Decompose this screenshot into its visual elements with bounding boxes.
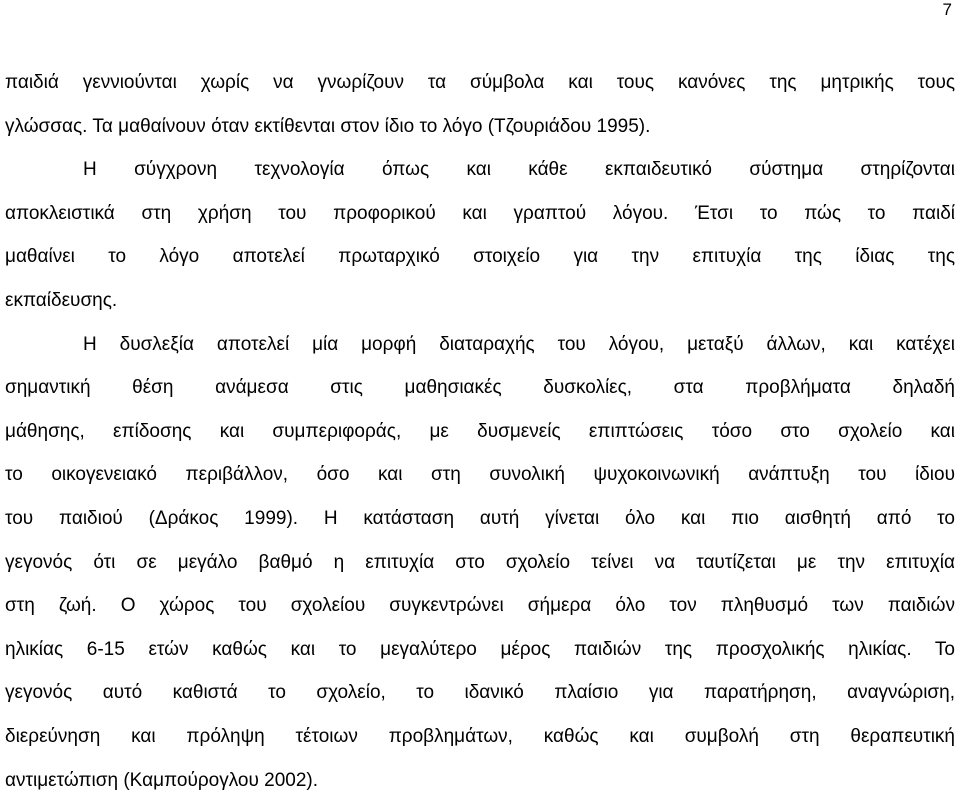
text-line: ηλικίας 6-15 ετών καθώς και το μεγαλύτερο μέρος παιδιών της προσχολικής ηλικίας. Το bbox=[5, 628, 955, 672]
text-line: του παιδιού (Δράκος 1999). Η κατάσταση αυτή γίνεται όλο και πιο αισθητή από το bbox=[5, 497, 955, 541]
text-line: παιδιά γεννιούνται χωρίς να γνωρίζουν τα σύμβολα και τους κανόνες της μητρικής τους bbox=[5, 61, 955, 105]
text-line: στη ζωή. Ο χώρος του σχολείου συγκεντρώνει σήμερα όλο τον πληθυσμό των παιδιών bbox=[5, 584, 955, 628]
text-line: σημαντική θέση ανάμεσα στις μαθησιακές δυσκολίες, στα προβλήματα δηλαδή bbox=[5, 366, 955, 410]
text-line: αποκλειστικά στη χρήση του προφορικού και γραπτού λόγου. Έτσι το πώς το παιδί bbox=[5, 192, 955, 236]
text-line: γεγονός ότι σε μεγάλο βαθμό η επιτυχία στο σχολείο τείνει να ταυτίζεται με την επιτυχία bbox=[5, 541, 955, 585]
text-line: γεγονός αυτό καθιστά το σχολείο, το ιδανικό πλαίσιο για παρατήρηση, αναγνώριση, bbox=[5, 671, 955, 715]
text-line: Η δυσλεξία αποτελεί μία μορφή διαταραχής του λόγου, μεταξύ άλλων, και κατέχει bbox=[5, 323, 955, 367]
text-line: εκπαίδευσης. bbox=[5, 279, 955, 323]
text-line: το οικογενειακό περιβάλλον, όσο και στη συνολική ψυχοκοινωνική ανάπτυξη του ίδιου bbox=[5, 453, 955, 497]
text-line: διερεύνηση και πρόληψη τέτοιων προβλημάτων, καθώς και συμβολή στη θεραπευτική bbox=[5, 715, 955, 759]
text-line: Η σύγχρονη τεχνολογία όπως και κάθε εκπαιδευτικό σύστημα στηρίζονται bbox=[5, 148, 955, 192]
page-number: 7 bbox=[943, 0, 952, 20]
text-line: μαθαίνει το λόγο αποτελεί πρωταρχικό στοιχείο για την επιτυχία της ίδιας της bbox=[5, 235, 955, 279]
text-line: μάθησης, επίδοσης και συμπεριφοράς, με δυσμενείς επιπτώσεις τόσο στο σχολείο και bbox=[5, 410, 955, 454]
body-text bbox=[5, 61, 955, 802]
text-line: γλώσσας. Τα μαθαίνουν όταν εκτίθενται στον ίδιο το λόγο (Τζουριάδου 1995). bbox=[5, 105, 955, 149]
text-line: αντιμετώπιση (Καμπούρογλου 2002). bbox=[5, 759, 955, 802]
